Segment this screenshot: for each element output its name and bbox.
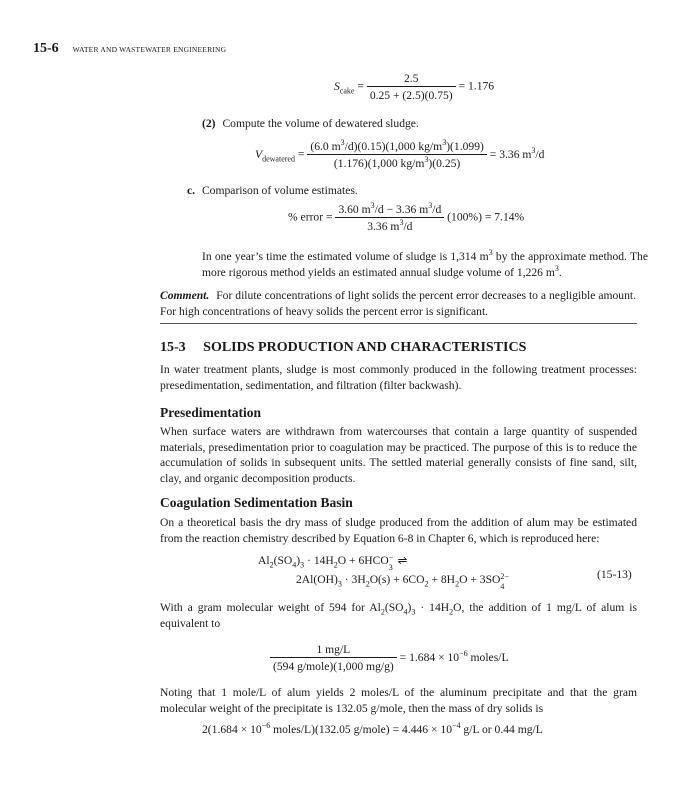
- section-number: 15-3: [160, 340, 186, 355]
- paragraph-noting: Noting that 1 mole/L of alum yields 2 moles/L of the aluminum precipitate and that the gram molecular weight of the precipitate is 132.05 g/mole, then the mass of dry solids is: [160, 686, 637, 715]
- section-heading: [160, 340, 526, 356]
- reaction-line-1: $Al_2(SO_4)_3 \cdot 14H_2O + 6HCO$ 3 − ⇌: [258, 553, 408, 572]
- step-2: (2) Compute the volume of dewatered sludge.: [202, 117, 419, 130]
- equation-moles: $\frac{1 mg/L}{\text{(594 g/mole)(1,000 mg/g)}}$ = $1.684 \times 10^{-6}$ moles/L: [270, 643, 509, 673]
- equation-percent-error: % error = $\frac{3.60 m^3/d - 3.36 m^3/d}{3.36 m^3/d}$ (100%) = 7.14%: [288, 201, 525, 233]
- subheading-presedimentation: Presedimentation: [160, 405, 261, 420]
- part-c: c. Comparison of volume estimates.: [187, 184, 358, 197]
- fraction: $\frac{1 mg/L}{\text{(594 g/mole)(1,000 mg/g)}}$: [270, 643, 397, 673]
- comment-paragraph: Comment. For dilute concentrations of light solids the percent error decreases to a negligible amount. For high concentrations of heavy solids the percent error is significant.: [160, 289, 636, 318]
- fraction: $\frac{(6.0 m^3/d)(0.15)(1,000 kg/m^3)(1.099)}{(1.176)(1,000 kg/m^3)(0.25)}$: [307, 140, 487, 170]
- page-header: [33, 39, 226, 57]
- reaction-line-2: $2Al(OH)_3 \cdot 3H_2O(s) + 6CO_2 + 8H_2O + 3SO$ 4 2−: [296, 572, 509, 591]
- equation-scake: $S_{cake}$ = $\frac{2.5}{0.25 + (2.5)(0.75)}$ = 1.176: [334, 72, 495, 102]
- paragraph-molecular-weight: With a gram molecular weight of 594 for $Al_2(SO_4)_3 \cdot 14H_2O$, the addition of 1 mg/L of alum is equivalent to: [160, 601, 638, 630]
- equation-number: (15-13): [597, 568, 632, 581]
- eq-lhs: $V_{dewatered}$: [255, 147, 295, 163]
- page-number: 15-6: [33, 41, 59, 56]
- running-title: WATER AND WASTEWATER ENGINEERING: [72, 45, 227, 54]
- subheading-coagulation: Coagulation Sedimentation Basin: [160, 495, 353, 510]
- equation-dry-solids: $2(1.684 \times 10^{-6}$ moles/L)(132.05 g/mole) = $4.446 \times 10^{-4}$ g/L or 0.44 mg/L: [202, 721, 543, 736]
- fraction: $\frac{3.60 m^3/d - 3.36 m^3/d}{3.36 m^3/d}$: [335, 203, 444, 233]
- paragraph-coagulation: On a theoretical basis the dry mass of sludge produced from the addition of alum may be estimated from the reaction chemistry described by Equation 6-8 in Chapter 6, which is reproduced here:: [160, 516, 637, 545]
- section-title: SOLIDS PRODUCTION AND CHARACTERISTICS: [203, 340, 527, 355]
- paragraph-annual-volume: In one year’s time the estimated volume of sludge is 1,314 $m^3$ by the approximate method. The more rigorous method yields an estimated annual sludge volume of 1,226 $m^3$.: [202, 248, 648, 279]
- paragraph-presedimentation: When surface waters are withdrawn from watercourses that contain a large quantity of suspended materials, presedimentation prior to coagulation may be practiced. The purpose of this is to reduce the accumulation of solids in subsequent units. The settled material generally consists of fine sand, silt, clay, and organic decomposition products.: [160, 425, 637, 485]
- paragraph-intro: In water treatment plants, sludge is most commonly produced in the following treatment processes: presedimentation, sedimentation, and filtration (filter backwash).: [160, 363, 637, 392]
- equation-vdewatered: $V_{dewatered}$ = $\frac{(6.0 m^3/d)(0.15)(1,000 kg/m^3)(1.099)}{(1.176)(1,000 kg/m^3)(0.25)}$ = 3.36 $m^3/d$: [255, 138, 545, 170]
- eq-lhs: $S_{cake}$: [334, 79, 355, 95]
- fraction: $\frac{2.5}{0.25 + (2.5)(0.75)}$: [367, 72, 456, 102]
- example-end-rule: [160, 323, 637, 324]
